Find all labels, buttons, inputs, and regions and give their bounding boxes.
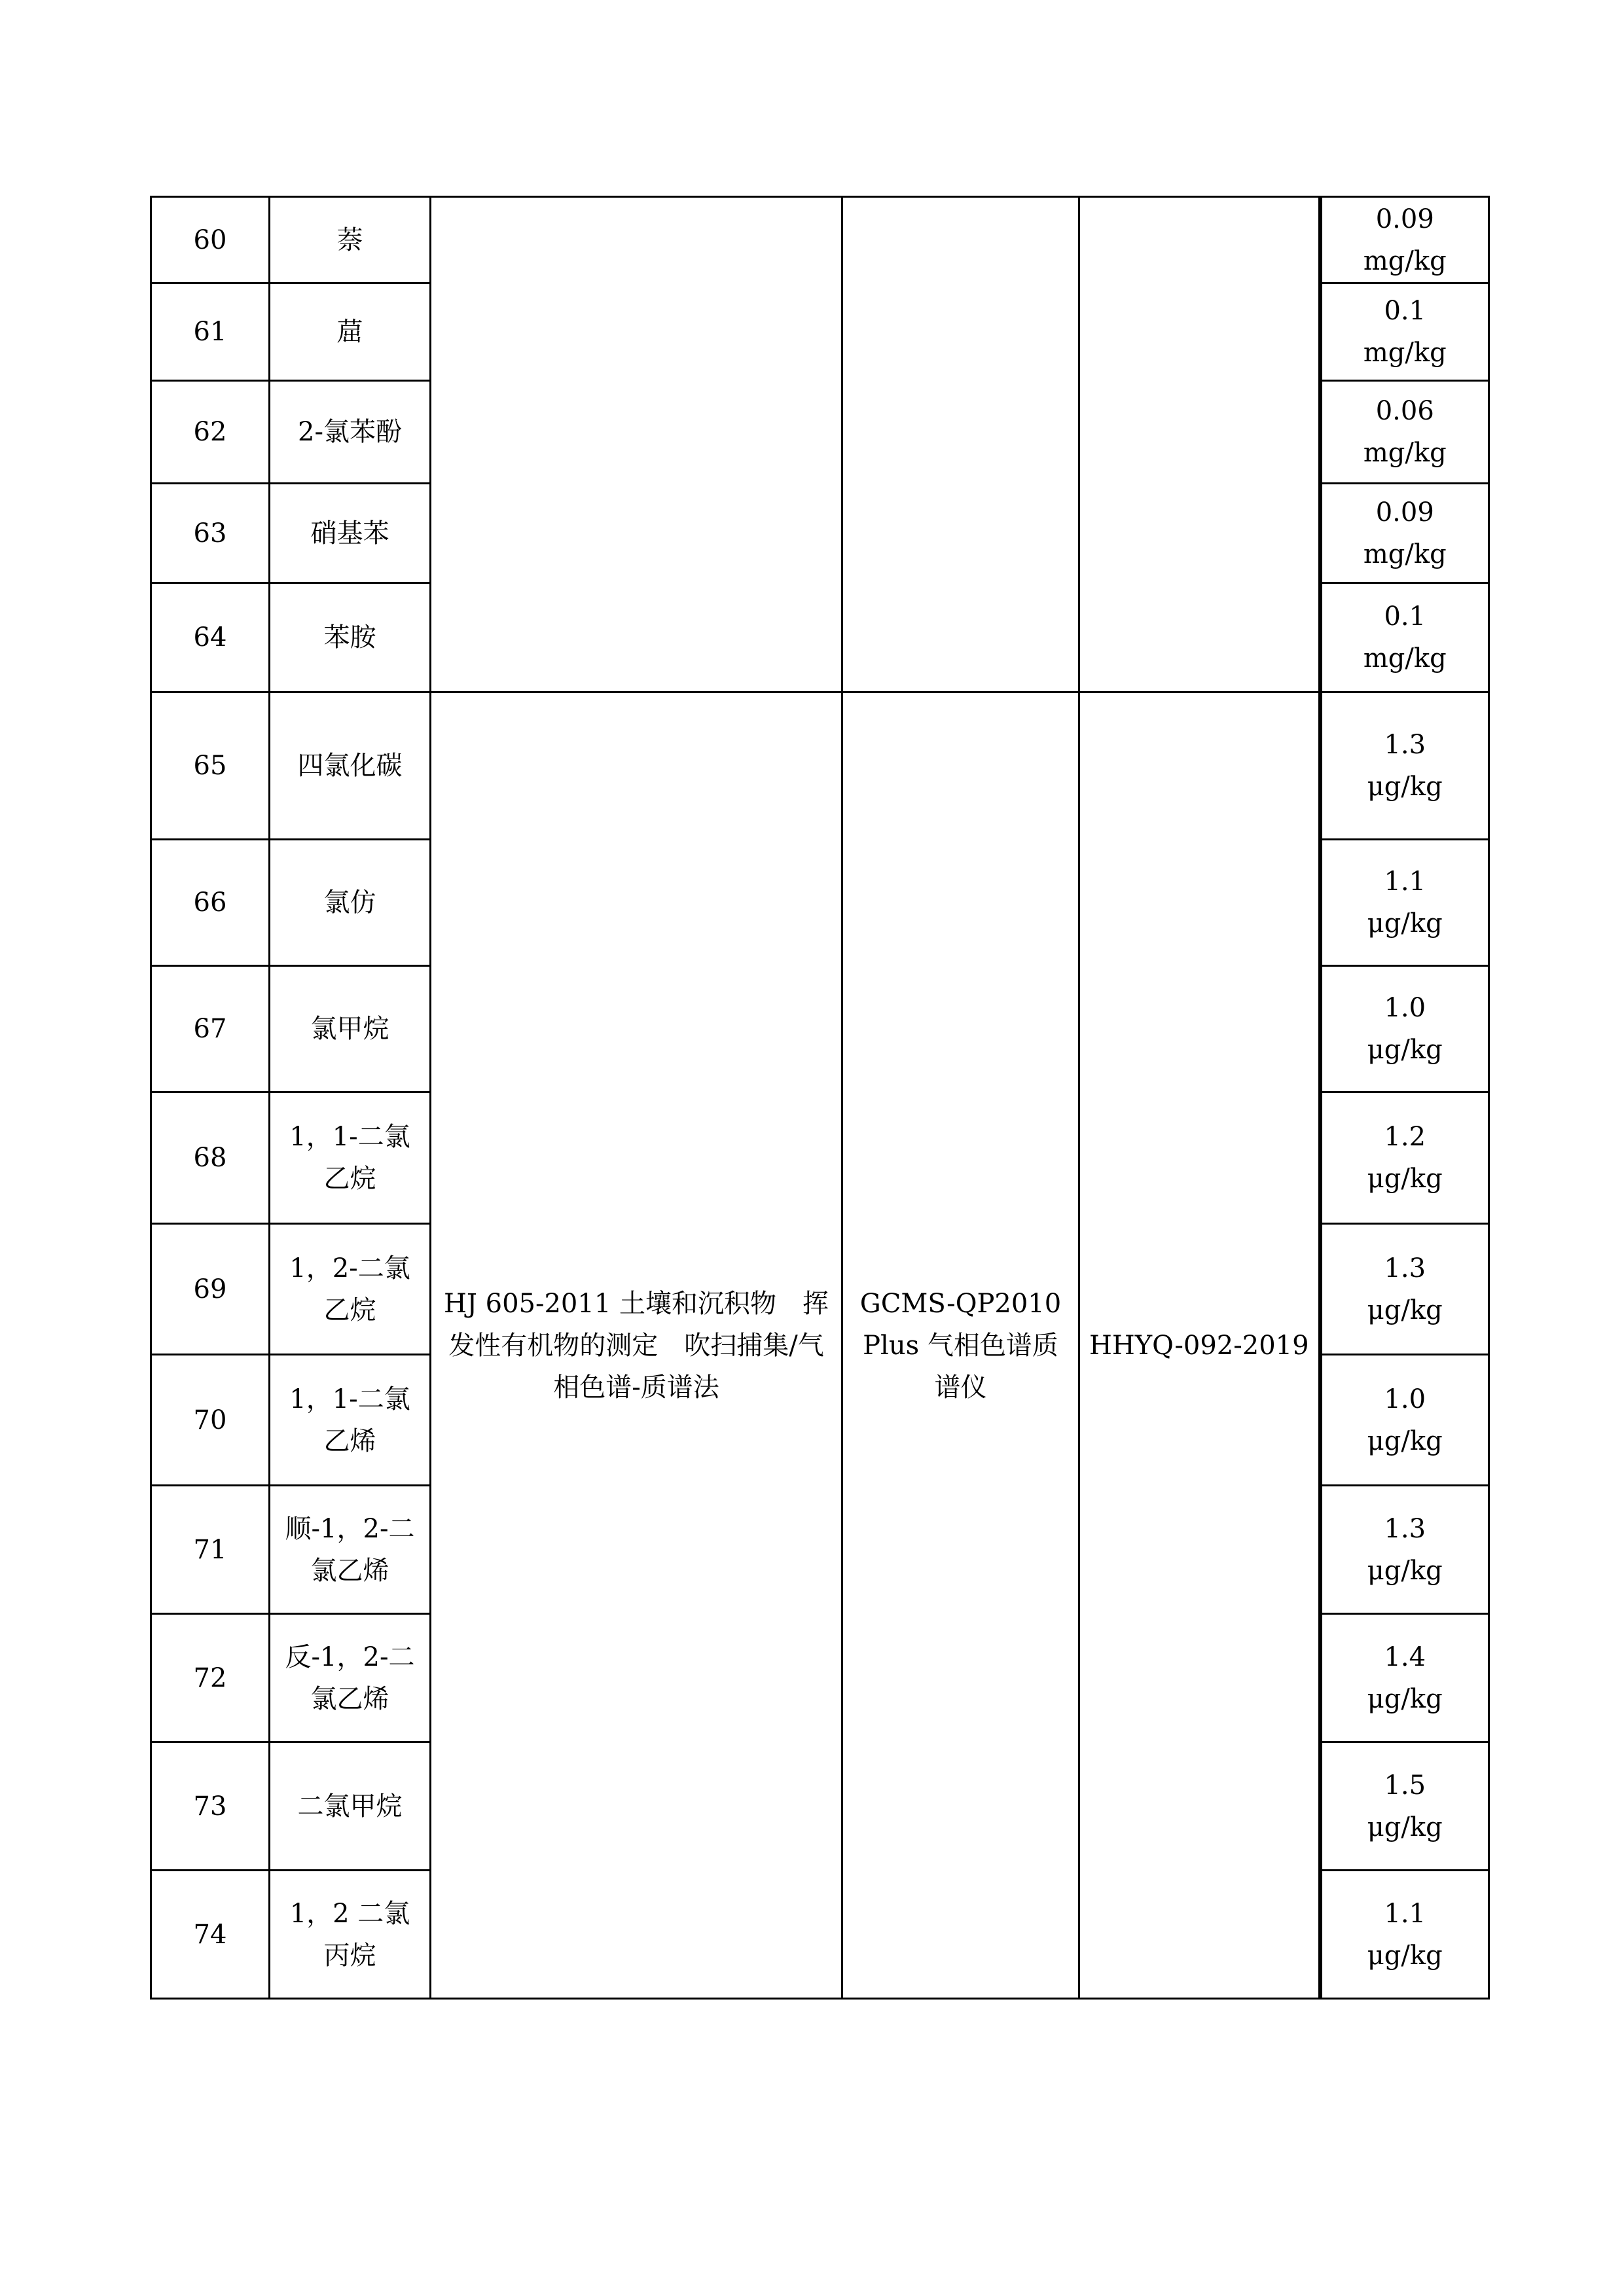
table-row [151,197,1489,283]
limit-unit: μg/kg [1367,1683,1443,1714]
analyte-name: 氯仿 [270,840,431,966]
limit-unit: mg/kg [1363,245,1447,276]
limit-unit: μg/kg [1367,772,1443,802]
limit-value: 1.3 [1384,1513,1426,1544]
analyte-name: 1，1-二氯乙烯 [270,1355,431,1486]
limit-unit: μg/kg [1367,1555,1443,1586]
analyte-name: 䓛 [270,283,431,381]
row-number: 62 [151,381,270,484]
analyte-name: 1，2-二氯乙烷 [270,1224,431,1355]
detection-limit [1320,1224,1489,1355]
limit-unit: μg/kg [1367,1426,1443,1456]
detection-limit [1320,381,1489,484]
row-number: 61 [151,283,270,381]
detection-limit [1320,1871,1489,1999]
table-row [151,692,1489,840]
row-number: 71 [151,1486,270,1614]
row-number: 67 [151,966,270,1092]
limit-unit: mg/kg [1363,338,1447,368]
detection-limit [1320,197,1489,283]
detection-limit-table [150,196,1490,2000]
row-number: 70 [151,1355,270,1486]
limit-unit: μg/kg [1367,1940,1443,1971]
limit-unit: μg/kg [1367,1164,1443,1194]
row-number: 60 [151,197,270,283]
limit-value: 0.09 [1375,204,1434,234]
limit-unit: μg/kg [1367,1035,1443,1065]
row-number: 64 [151,583,270,692]
limit-value: 1.0 [1384,1384,1426,1414]
analyte-name: 氯甲烷 [270,966,431,1092]
detection-limit [1320,484,1489,583]
analyte-name: 苯胺 [270,583,431,692]
analyte-name: 硝基苯 [270,484,431,583]
limit-unit: mg/kg [1363,539,1447,569]
row-number: 63 [151,484,270,583]
analyte-name: 顺-1，2-二氯乙烯 [270,1486,431,1614]
limit-unit: mg/kg [1363,438,1447,468]
row-number: 69 [151,1224,270,1355]
limit-value: 0.1 [1384,601,1426,632]
limit-value: 0.06 [1375,396,1434,426]
limit-value: 0.1 [1384,296,1426,326]
instrument-cell: GCMS-QP2010 Plus 气相色谱质谱仪 [842,692,1079,1999]
limit-value: 1.5 [1384,1770,1426,1801]
limit-value: 1.1 [1384,1898,1426,1929]
row-number: 68 [151,1092,270,1224]
method-cell [431,197,842,692]
instrument-id-cell: HHYQ-092-2019 [1079,692,1320,1999]
limit-value: 1.3 [1384,730,1426,760]
row-number: 73 [151,1742,270,1871]
analyte-name: 四氯化碳 [270,692,431,840]
analyte-name: 2-氯苯酚 [270,381,431,484]
limit-value: 1.4 [1384,1641,1426,1672]
method-text: HJ 605-2011 土壤和沉积物 挥发性有机物的测定 吹扫捕集/气相色谱-质谱法 [443,1288,829,1403]
analyte-name: 反-1，2-二氯乙烯 [270,1614,431,1742]
detection-limit [1320,1742,1489,1871]
row-number: 65 [151,692,270,840]
limit-value: 1.0 [1384,993,1426,1023]
limit-value: 1.2 [1384,1122,1426,1152]
analyte-name: 1，1-二氯乙烷 [270,1092,431,1224]
instrument-id-cell [1079,197,1320,692]
analyte-name: 1，2 二氯丙烷 [270,1871,431,1999]
detection-limit [1320,1355,1489,1486]
detection-limit [1320,840,1489,966]
row-number: 72 [151,1614,270,1742]
detection-limit [1320,1486,1489,1614]
detection-limit [1320,1092,1489,1224]
limit-value: 0.09 [1375,497,1434,528]
detection-limit [1320,692,1489,840]
detection-limit [1320,1614,1489,1742]
analyte-name: 萘 [270,197,431,283]
detection-limit [1320,966,1489,1092]
limit-unit: μg/kg [1367,1812,1443,1842]
analyte-name: 二氯甲烷 [270,1742,431,1871]
limit-unit: mg/kg [1363,643,1447,673]
limit-unit: μg/kg [1367,1295,1443,1325]
method-cell [431,692,842,1999]
instrument-cell [842,197,1079,692]
limit-value: 1.3 [1384,1253,1426,1283]
detection-limit [1320,583,1489,692]
limit-value: 1.1 [1384,867,1426,897]
row-number: 74 [151,1871,270,1999]
detection-limit [1320,283,1489,381]
row-number: 66 [151,840,270,966]
limit-unit: μg/kg [1367,908,1443,939]
